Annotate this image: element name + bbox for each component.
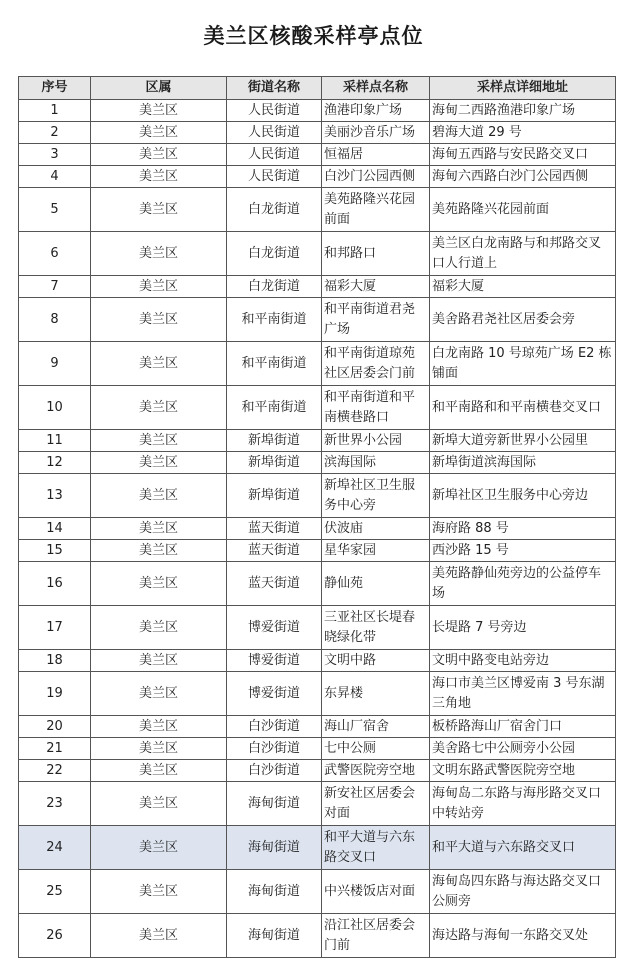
table-row — [19, 606, 616, 650]
cell-district: 美兰区 — [91, 606, 227, 650]
cell-no: 6 — [19, 232, 91, 276]
cell-site: 和平大道与六东路交叉口 — [322, 826, 430, 870]
table-row — [19, 562, 616, 606]
header-site: 采样点名称 — [322, 77, 430, 100]
cell-street: 人民街道 — [227, 100, 322, 122]
cell-site: 美丽沙音乐广场 — [322, 122, 430, 144]
cell-address: 西沙路 15 号 — [430, 540, 616, 562]
cell-no: 17 — [19, 606, 91, 650]
cell-site: 白沙门公园西侧 — [322, 166, 430, 188]
cell-district: 美兰区 — [91, 144, 227, 166]
table-row — [19, 430, 616, 452]
cell-district: 美兰区 — [91, 562, 227, 606]
cell-street: 人民街道 — [227, 166, 322, 188]
cell-street: 新埠街道 — [227, 430, 322, 452]
cell-street: 海甸街道 — [227, 826, 322, 870]
cell-site: 滨海国际 — [322, 452, 430, 474]
cell-district: 美兰区 — [91, 870, 227, 914]
cell-no: 23 — [19, 782, 91, 826]
cell-address: 海甸五西路与安民路交叉口 — [430, 144, 616, 166]
page-title: 美兰区核酸采样亭点位 — [203, 24, 424, 48]
cell-street: 和平南街道 — [227, 298, 322, 342]
cell-district: 美兰区 — [91, 342, 227, 386]
table-row — [19, 782, 616, 826]
cell-no: 8 — [19, 298, 91, 342]
table-row — [19, 144, 616, 166]
header-district: 区属 — [91, 77, 227, 100]
cell-district: 美兰区 — [91, 166, 227, 188]
cell-district: 美兰区 — [91, 650, 227, 672]
cell-street: 海甸街道 — [227, 870, 322, 914]
cell-no: 15 — [19, 540, 91, 562]
cell-site: 福彩大厦 — [322, 276, 430, 298]
table-row — [19, 342, 616, 386]
cell-no: 7 — [19, 276, 91, 298]
cell-site: 新世界小公园 — [322, 430, 430, 452]
cell-district: 美兰区 — [91, 518, 227, 540]
header-no: 序号 — [19, 77, 91, 100]
sampling-sites-table — [18, 76, 616, 958]
cell-site: 静仙苑 — [322, 562, 430, 606]
cell-district: 美兰区 — [91, 474, 227, 518]
cell-district: 美兰区 — [91, 452, 227, 474]
cell-street: 人民街道 — [227, 144, 322, 166]
cell-street: 白龙街道 — [227, 188, 322, 232]
cell-address: 美舍路七中公厕旁小公园 — [430, 738, 616, 760]
cell-site: 渔港印象广场 — [322, 100, 430, 122]
cell-address: 文明东路武警医院旁空地 — [430, 760, 616, 782]
cell-site: 东昇楼 — [322, 672, 430, 716]
cell-no: 1 — [19, 100, 91, 122]
table-row — [19, 760, 616, 782]
cell-no: 18 — [19, 650, 91, 672]
cell-address: 长堤路 7 号旁边 — [430, 606, 616, 650]
cell-district: 美兰区 — [91, 188, 227, 232]
cell-street: 蓝天街道 — [227, 540, 322, 562]
cell-district: 美兰区 — [91, 430, 227, 452]
cell-street: 博爱街道 — [227, 672, 322, 716]
cell-district: 美兰区 — [91, 100, 227, 122]
cell-district: 美兰区 — [91, 276, 227, 298]
cell-street: 白龙街道 — [227, 276, 322, 298]
cell-no: 11 — [19, 430, 91, 452]
cell-street: 和平南街道 — [227, 386, 322, 430]
table-row — [19, 298, 616, 342]
table-row — [19, 188, 616, 232]
cell-site: 七中公厕 — [322, 738, 430, 760]
table-row — [19, 672, 616, 716]
cell-street: 新埠街道 — [227, 474, 322, 518]
cell-street: 和平南街道 — [227, 342, 322, 386]
cell-no: 26 — [19, 914, 91, 958]
cell-district: 美兰区 — [91, 782, 227, 826]
cell-no: 22 — [19, 760, 91, 782]
cell-street: 白沙街道 — [227, 760, 322, 782]
cell-district: 美兰区 — [91, 122, 227, 144]
cell-address: 新埠街道滨海国际 — [430, 452, 616, 474]
cell-street: 博爱街道 — [227, 606, 322, 650]
cell-address: 白龙南路 10 号琼苑广场 E2 栋铺面 — [430, 342, 616, 386]
cell-no: 5 — [19, 188, 91, 232]
cell-no: 9 — [19, 342, 91, 386]
table-row — [19, 650, 616, 672]
cell-site: 和平南街道和平南横巷路口 — [322, 386, 430, 430]
cell-address: 海达路与海甸一东路交叉处 — [430, 914, 616, 958]
table-row — [19, 452, 616, 474]
cell-address: 海甸六西路白沙门公园西侧 — [430, 166, 616, 188]
cell-address: 海府路 88 号 — [430, 518, 616, 540]
header-street: 街道名称 — [227, 77, 322, 100]
cell-site: 三亚社区长堤春晓绿化带 — [322, 606, 430, 650]
cell-address: 海口市美兰区博爱南 3 号东湖三角地 — [430, 672, 616, 716]
cell-district: 美兰区 — [91, 386, 227, 430]
cell-address: 海甸岛四东路与海达路交叉口公厕旁 — [430, 870, 616, 914]
cell-street: 白沙街道 — [227, 716, 322, 738]
cell-district: 美兰区 — [91, 298, 227, 342]
table-row — [19, 474, 616, 518]
cell-street: 白龙街道 — [227, 232, 322, 276]
header-address: 采样点详细地址 — [430, 77, 616, 100]
cell-no: 4 — [19, 166, 91, 188]
cell-site: 和邦路口 — [322, 232, 430, 276]
table-row — [19, 716, 616, 738]
cell-street: 蓝天街道 — [227, 562, 322, 606]
cell-no: 13 — [19, 474, 91, 518]
cell-district: 美兰区 — [91, 738, 227, 760]
table-row — [19, 232, 616, 276]
cell-site: 和平南街道琼苑社区居委会门前 — [322, 342, 430, 386]
table-row — [19, 166, 616, 188]
cell-district: 美兰区 — [91, 716, 227, 738]
table-row — [19, 386, 616, 430]
cell-site: 中兴楼饭店对面 — [322, 870, 430, 914]
cell-address: 美苑路静仙苑旁边的公益停车场 — [430, 562, 616, 606]
cell-site: 沿江社区居委会门前 — [322, 914, 430, 958]
cell-no: 21 — [19, 738, 91, 760]
table-row — [19, 540, 616, 562]
cell-site: 文明中路 — [322, 650, 430, 672]
cell-street: 人民街道 — [227, 122, 322, 144]
cell-site: 星华家园 — [322, 540, 430, 562]
cell-district: 美兰区 — [91, 914, 227, 958]
cell-street: 博爱街道 — [227, 650, 322, 672]
cell-address: 海甸二西路渔港印象广场 — [430, 100, 616, 122]
cell-address: 福彩大厦 — [430, 276, 616, 298]
table-row — [19, 914, 616, 958]
cell-address: 文明中路变电站旁边 — [430, 650, 616, 672]
cell-street: 海甸街道 — [227, 914, 322, 958]
cell-no: 3 — [19, 144, 91, 166]
cell-district: 美兰区 — [91, 760, 227, 782]
cell-district: 美兰区 — [91, 672, 227, 716]
cell-site: 新埠社区卫生服务中心旁 — [322, 474, 430, 518]
cell-no: 12 — [19, 452, 91, 474]
cell-site: 新安社区居委会对面 — [322, 782, 430, 826]
cell-site: 伏波庙 — [322, 518, 430, 540]
table-row — [19, 276, 616, 298]
cell-site: 和平南街道君尧广场 — [322, 298, 430, 342]
cell-site: 海山厂宿舍 — [322, 716, 430, 738]
table-row — [19, 870, 616, 914]
cell-address: 碧海大道 29 号 — [430, 122, 616, 144]
cell-district: 美兰区 — [91, 232, 227, 276]
cell-street: 海甸街道 — [227, 782, 322, 826]
table-row — [19, 518, 616, 540]
table-header-row — [19, 77, 616, 100]
cell-address: 新埠大道旁新世界小公园里 — [430, 430, 616, 452]
table-row — [19, 826, 616, 870]
cell-no: 14 — [19, 518, 91, 540]
cell-address: 美舍路君尧社区居委会旁 — [430, 298, 616, 342]
cell-street: 蓝天街道 — [227, 518, 322, 540]
cell-address: 新埠社区卫生服务中心旁边 — [430, 474, 616, 518]
table-body — [19, 100, 616, 958]
cell-no: 24 — [19, 826, 91, 870]
cell-street: 新埠街道 — [227, 452, 322, 474]
cell-address: 板桥路海山厂宿舍门口 — [430, 716, 616, 738]
cell-address: 和平南路和和平南横巷交叉口 — [430, 386, 616, 430]
cell-address: 美兰区白龙南路与和邦路交叉口人行道上 — [430, 232, 616, 276]
cell-site: 恒福居 — [322, 144, 430, 166]
cell-no: 10 — [19, 386, 91, 430]
cell-no: 16 — [19, 562, 91, 606]
cell-district: 美兰区 — [91, 826, 227, 870]
cell-district: 美兰区 — [91, 540, 227, 562]
cell-no: 20 — [19, 716, 91, 738]
table-row — [19, 100, 616, 122]
cell-site: 美苑路隆兴花园前面 — [322, 188, 430, 232]
cell-address: 和平大道与六东路交叉口 — [430, 826, 616, 870]
cell-no: 2 — [19, 122, 91, 144]
cell-address: 海甸岛二东路与海彤路交叉口中转站旁 — [430, 782, 616, 826]
cell-no: 25 — [19, 870, 91, 914]
table-row — [19, 122, 616, 144]
cell-no: 19 — [19, 672, 91, 716]
cell-site: 武警医院旁空地 — [322, 760, 430, 782]
table-row — [19, 738, 616, 760]
cell-street: 白沙街道 — [227, 738, 322, 760]
cell-address: 美苑路隆兴花园前面 — [430, 188, 616, 232]
